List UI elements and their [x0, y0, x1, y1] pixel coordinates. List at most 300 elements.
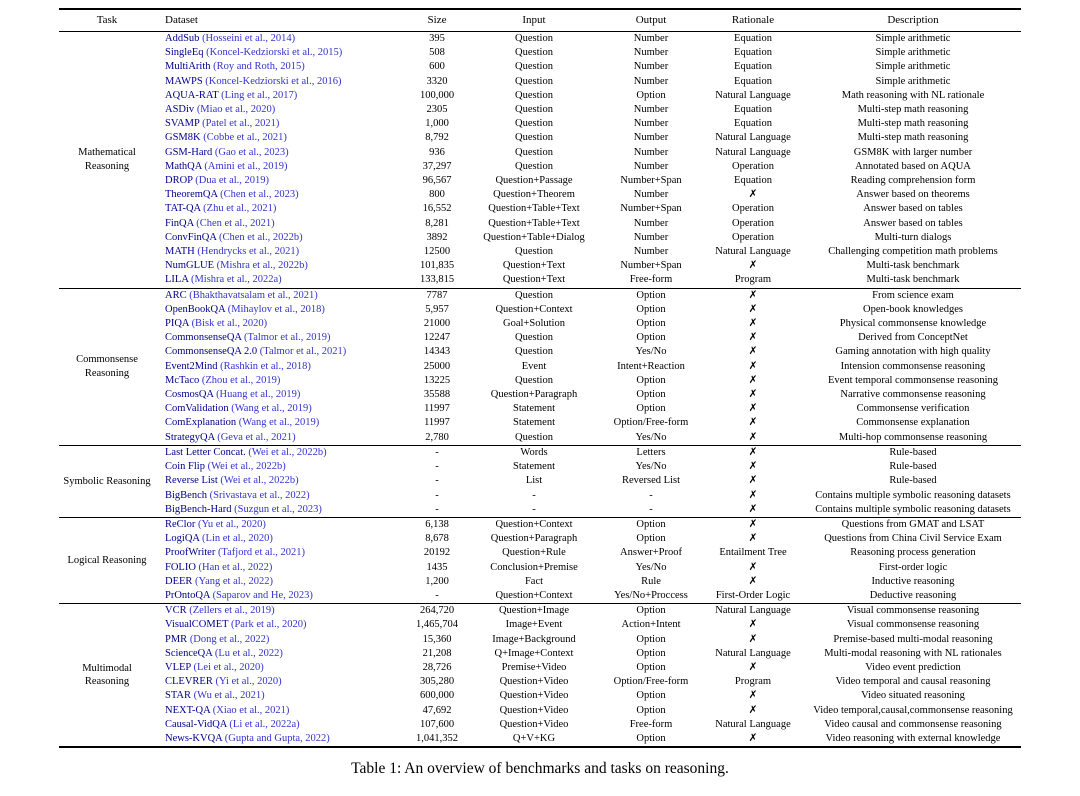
- citation-link[interactable]: (Park et al., 2020): [230, 619, 307, 631]
- cell-input: Question+Context: [495, 589, 573, 601]
- dataset-link[interactable]: MATH: [165, 246, 198, 258]
- table-row: [59, 704, 1021, 718]
- cell-output: Intent+Reaction: [617, 360, 685, 372]
- cell-output: Option: [636, 403, 666, 415]
- cell-dataset: [155, 32, 407, 47]
- citation-link[interactable]: (Koncel-Kedziorski et al., 2016): [205, 75, 342, 87]
- dataset-link[interactable]: SingleEq: [165, 47, 207, 59]
- table-row: [59, 517, 1021, 532]
- table-row: [59, 317, 1021, 331]
- cell-size: -: [435, 461, 439, 473]
- table-header: [59, 9, 1021, 32]
- cell-dataset: [155, 489, 407, 503]
- cell-input: Question: [515, 160, 553, 172]
- cell-description: Questions from China Civil Service Exam: [824, 533, 1002, 545]
- x-mark-icon: ✗: [748, 575, 758, 587]
- citation-link[interactable]: (Zhu et al., 2021): [203, 203, 277, 215]
- cell-size: 508: [429, 47, 445, 59]
- citation-link[interactable]: (Talmor et al., 2019): [244, 332, 331, 344]
- column-header-input: Input: [467, 9, 601, 32]
- citation-link[interactable]: (Dong et al., 2022): [189, 633, 270, 645]
- citation-link[interactable]: (Li et al., 2022a): [229, 718, 300, 730]
- dataset-link[interactable]: LogiQA: [165, 533, 203, 545]
- citation-link[interactable]: (Mishra et al., 2022b): [216, 260, 308, 272]
- table-row: [59, 188, 1021, 202]
- cell-size: 11997: [424, 403, 450, 415]
- cell-rationale: [701, 633, 805, 647]
- cell-description: Video situated reasoning: [861, 690, 965, 702]
- cell-size: 1,465,704: [416, 619, 458, 631]
- cell-rationale: [701, 259, 805, 273]
- cell-output: Action+Intent: [621, 619, 681, 631]
- citation-link[interactable]: (Yang et al., 2022): [195, 575, 274, 587]
- citation-link[interactable]: (Wang et al., 2019): [231, 403, 312, 415]
- cell-size: 11997: [424, 417, 450, 429]
- cell-description: Intension commonsense reasoning: [840, 360, 986, 372]
- dataset-link[interactable]: Last Letter Concat.: [165, 446, 249, 458]
- x-mark-icon: ✗: [748, 489, 758, 501]
- cell-size: 5,957: [425, 303, 449, 315]
- table-row: [59, 474, 1021, 488]
- cell-input: Statement: [513, 403, 555, 415]
- cell-description: Answer based on tables: [863, 217, 963, 229]
- citation-link[interactable]: (Bisk et al., 2020): [191, 318, 268, 330]
- cell-rationale: Natural Language: [715, 146, 791, 158]
- x-mark-icon: ✗: [748, 561, 758, 573]
- dataset-link[interactable]: ProofWriter: [165, 547, 218, 559]
- dataset-link[interactable]: BigBench-Hard: [165, 503, 235, 515]
- cell-rationale: [701, 732, 805, 747]
- citation-link[interactable]: (Huang et al., 2019): [216, 389, 301, 401]
- cell-dataset: [155, 46, 407, 60]
- cell-description: Inductive reasoning: [871, 575, 955, 587]
- cell-dataset: [155, 188, 407, 202]
- table-row: [59, 117, 1021, 131]
- benchmarks-table: [59, 8, 1021, 748]
- cell-rationale: [701, 317, 805, 331]
- cell-dataset: [155, 561, 407, 575]
- table-row: [59, 374, 1021, 388]
- cell-output: Option: [636, 661, 666, 673]
- citation-link[interactable]: (Han et al., 2022): [198, 561, 273, 573]
- cell-rationale: [701, 575, 805, 589]
- cell-rationale: Natural Language: [715, 718, 791, 730]
- table-row: [59, 618, 1021, 632]
- cell-dataset: [155, 317, 407, 331]
- dataset-link[interactable]: TAT-QA: [165, 203, 204, 215]
- dataset-link[interactable]: GSM-Hard: [165, 146, 215, 158]
- cell-input: Question+Theorem: [493, 189, 575, 201]
- table-row: [59, 103, 1021, 117]
- table-body: [59, 32, 1021, 748]
- cell-output: Yes/No: [635, 461, 667, 473]
- table-row: [59, 89, 1021, 103]
- cell-description: First-order logic: [878, 561, 948, 573]
- cell-dataset: [155, 259, 407, 273]
- cell-output: Option/Free-form: [613, 676, 689, 688]
- cell-size: 6,138: [407, 517, 467, 532]
- dataset-link[interactable]: ARC: [165, 289, 190, 301]
- citation-link[interactable]: (Lu et al., 2022): [214, 647, 283, 659]
- cell-output: Number: [633, 246, 669, 258]
- cell-input: Question+Context: [495, 303, 573, 315]
- cell-output: Letters: [601, 445, 701, 460]
- cell-input: Question: [515, 346, 553, 358]
- cell-dataset: [155, 360, 407, 374]
- cell-dataset: [155, 675, 407, 689]
- citation-link[interactable]: (Lin et al., 2020): [202, 533, 273, 545]
- citation-link[interactable]: (Amini et al., 2019): [204, 160, 288, 172]
- cell-dataset: [155, 117, 407, 131]
- cell-input: Question+Video: [499, 704, 569, 716]
- citation-link[interactable]: (Wang et al., 2019): [238, 417, 320, 429]
- cell-rationale: [701, 360, 805, 374]
- dataset-link[interactable]: MultiArith: [165, 61, 214, 73]
- citation-link[interactable]: (Yi et al., 2020): [215, 676, 282, 688]
- cell-input: Conclusion+Premise: [490, 561, 578, 573]
- table-row: [59, 689, 1021, 703]
- citation-link[interactable]: (Koncel-Kedziorski et al., 2015): [206, 47, 343, 59]
- cell-dataset: [155, 217, 407, 231]
- cell-description: Video reasoning with external knowledge: [825, 732, 1001, 744]
- cell-rationale: [701, 445, 805, 460]
- table-row: [59, 131, 1021, 145]
- cell-rationale: Equation: [734, 47, 772, 59]
- cell-dataset: [155, 303, 407, 317]
- cell-input: Question+Table+Dialog: [483, 231, 585, 243]
- citation-link[interactable]: (Wu et al., 2021): [193, 690, 265, 702]
- cell-dataset: [155, 174, 407, 188]
- dataset-link[interactable]: CommonsenseQA: [165, 332, 245, 344]
- cell-output: Yes/No+Proccess: [614, 589, 688, 601]
- table-row: [59, 633, 1021, 647]
- table-row: [59, 46, 1021, 60]
- cell-size: 7787: [407, 288, 467, 303]
- cell-rationale: First-Order Logic: [715, 589, 791, 601]
- citation-link[interactable]: (Lei et al., 2020): [193, 661, 264, 673]
- dataset-link[interactable]: LILA: [165, 274, 191, 286]
- cell-dataset: [155, 60, 407, 74]
- dataset-link[interactable]: ComExplanation: [165, 417, 239, 429]
- table-row: [59, 575, 1021, 589]
- cell-output: Option: [636, 303, 666, 315]
- cell-input: Image+Event: [505, 619, 563, 631]
- citation-link[interactable]: (Rashkin et al., 2018): [220, 360, 311, 372]
- table-row: [59, 431, 1021, 446]
- cell-description: Answer based on tables: [863, 203, 963, 215]
- dataset-link[interactable]: McTaco: [165, 374, 202, 386]
- cell-description: Visual commonsense reasoning: [805, 604, 1021, 619]
- dataset-link[interactable]: SVAMP: [165, 118, 203, 130]
- cell-dataset: [155, 647, 407, 661]
- dataset-link[interactable]: DROP: [165, 175, 196, 187]
- cell-dataset: [155, 160, 407, 174]
- cell-output: Number: [633, 33, 669, 44]
- dataset-link[interactable]: CosmosQA: [165, 389, 217, 401]
- citation-link[interactable]: (Suzgun et al., 2023): [234, 503, 322, 515]
- citation-link[interactable]: (Patel et al., 2021): [202, 118, 280, 130]
- dataset-link[interactable]: FOLIO: [165, 561, 199, 573]
- cell-size: 1,041,352: [416, 732, 458, 744]
- cell-input: Question: [515, 246, 553, 258]
- citation-link[interactable]: (Cobbe et al., 2021): [203, 132, 287, 144]
- cell-output: Number: [633, 104, 669, 116]
- cell-rationale: [701, 374, 805, 388]
- cell-dataset: [155, 75, 407, 89]
- citation-link[interactable]: (Gupta and Gupta, 2022): [224, 732, 330, 744]
- cell-output: Option: [636, 704, 666, 716]
- cell-input: Statement: [513, 417, 555, 429]
- cell-description: Simple arithmetic: [875, 75, 951, 87]
- table-row: [59, 273, 1021, 288]
- dataset-link[interactable]: PrOntoQA: [165, 589, 213, 601]
- cell-size: 16,552: [422, 203, 452, 215]
- dataset-link[interactable]: CLEVRER: [165, 676, 216, 688]
- cell-input: -: [532, 503, 536, 515]
- citation-link[interactable]: (Wei et al., 2022b): [220, 475, 299, 487]
- cell-rationale: [701, 661, 805, 675]
- cell-dataset: [155, 231, 407, 245]
- dataset-link[interactable]: ReClor: [165, 518, 198, 530]
- cell-dataset: [155, 345, 407, 359]
- cell-dataset: [155, 474, 407, 488]
- cell-size: 133,815: [419, 274, 455, 286]
- task-label: Logical Reasoning: [59, 517, 155, 603]
- cell-size: 8,281: [425, 217, 449, 229]
- dataset-link[interactable]: StrategyQA: [165, 431, 218, 443]
- cell-size: 2,780: [425, 431, 449, 443]
- dataset-link[interactable]: AQUA-RAT: [165, 89, 222, 101]
- table-row: [59, 345, 1021, 359]
- x-mark-icon: ✗: [748, 475, 758, 487]
- cell-description: Multi-step math reasoning: [857, 104, 969, 116]
- table-row: [59, 546, 1021, 560]
- table-row: [59, 331, 1021, 345]
- table-row: [59, 460, 1021, 474]
- cell-input: Question: [467, 288, 601, 303]
- citation-link[interactable]: (Zellers et al., 2019): [189, 605, 275, 617]
- x-mark-icon: ✗: [748, 318, 758, 330]
- cell-rationale: [701, 532, 805, 546]
- cell-input: Question+Passage: [495, 175, 573, 187]
- dataset-link[interactable]: OpenBookQA: [165, 303, 228, 315]
- citation-link[interactable]: (Wei et al., 2022b): [248, 446, 327, 458]
- cell-output: Option/Free-form: [613, 417, 689, 429]
- cell-description: Event temporal commonsense reasoning: [828, 374, 998, 386]
- cell-output: Number: [633, 47, 669, 59]
- cell-description: Contains multiple symbolic reasoning datasets: [815, 503, 1011, 515]
- cell-output: Option: [636, 332, 666, 344]
- cell-description: Answer based on theorems: [856, 189, 970, 201]
- cell-dataset: [155, 331, 407, 345]
- citation-link[interactable]: (Talmor et al., 2021): [259, 346, 347, 358]
- cell-output: Option: [601, 288, 701, 303]
- dataset-link[interactable]: Coin Flip: [165, 461, 208, 473]
- cell-dataset: [155, 575, 407, 589]
- citation-link[interactable]: (Roy and Roth, 2015): [213, 61, 305, 73]
- dataset-link[interactable]: CommonsenseQA 2.0: [165, 346, 260, 358]
- cell-dataset: [155, 532, 407, 546]
- cell-dataset: [155, 445, 407, 460]
- cell-output: Option: [636, 633, 666, 645]
- dataset-link[interactable]: ScienceQA: [165, 647, 215, 659]
- dataset-link[interactable]: FinQA: [165, 217, 197, 229]
- cell-rationale: [701, 618, 805, 632]
- table-row: [59, 589, 1021, 604]
- x-mark-icon: ✗: [748, 732, 758, 744]
- x-mark-icon: ✗: [748, 346, 758, 358]
- task-label: Symbolic Reasoning: [59, 445, 155, 517]
- cell-rationale: [701, 489, 805, 503]
- cell-output: Number: [633, 75, 669, 87]
- cell-input: Statement: [513, 461, 555, 473]
- dataset-link[interactable]: MAWPS: [165, 75, 206, 87]
- citation-link[interactable]: (Zhou et al., 2019): [201, 374, 281, 386]
- citation-link[interactable]: (Geva et al., 2021): [217, 431, 296, 443]
- table-row: [59, 259, 1021, 273]
- cell-size: 1435: [426, 561, 448, 573]
- citation-link[interactable]: (Dua et al., 2019): [195, 175, 270, 187]
- cell-size: 12500: [423, 246, 451, 258]
- citation-link[interactable]: (Chen et al., 2021): [196, 217, 275, 229]
- table-row: [59, 445, 1021, 460]
- dataset-link[interactable]: AddSub: [165, 33, 203, 44]
- cell-description: Deductive reasoning: [869, 589, 957, 601]
- cell-dataset: [155, 661, 407, 675]
- dataset-link[interactable]: VCR: [165, 605, 190, 617]
- cell-dataset: [155, 245, 407, 259]
- cell-dataset: [155, 460, 407, 474]
- cell-size: 47,692: [422, 704, 452, 716]
- cell-output: Number: [633, 118, 669, 130]
- dataset-link[interactable]: VisualCOMET: [165, 619, 231, 631]
- dataset-link[interactable]: DEER: [165, 575, 196, 587]
- cell-description: Annotated based on AQUA: [855, 160, 971, 172]
- cell-description: Premise-based multi-modal reasoning: [833, 633, 993, 645]
- cell-input: Question+Paragraph: [490, 533, 578, 545]
- dataset-link[interactable]: VLEP: [165, 661, 194, 673]
- citation-link[interactable]: (Chen et al., 2022b): [218, 231, 303, 243]
- cell-input: Fact: [524, 575, 544, 587]
- cell-output: Option: [636, 374, 666, 386]
- dataset-link[interactable]: BigBench: [165, 489, 210, 501]
- citation-link[interactable]: (Srivastava et al., 2022): [209, 489, 310, 501]
- cell-dataset: [155, 202, 407, 216]
- citation-link[interactable]: (Wei et al., 2022b): [207, 461, 286, 473]
- dataset-link[interactable]: Event2Mind: [165, 360, 221, 372]
- table-row: [59, 388, 1021, 402]
- cell-input: Words: [467, 445, 601, 460]
- dataset-link[interactable]: TheoremQA: [165, 189, 221, 201]
- dataset-link[interactable]: ComValidation: [165, 403, 232, 415]
- cell-size: 8,792: [425, 132, 449, 144]
- table-row: [59, 174, 1021, 188]
- citation-link[interactable]: (Mihaylov et al., 2018): [227, 303, 325, 315]
- citation-link[interactable]: (Gao et al., 2023): [214, 146, 289, 158]
- dataset-link[interactable]: ConvFinQA: [165, 231, 219, 243]
- dataset-link[interactable]: PIQA: [165, 318, 192, 330]
- dataset-link[interactable]: PMR: [165, 633, 190, 645]
- citation-link[interactable]: (Bhakthavatsalam et al., 2021): [189, 289, 318, 301]
- table-row: [59, 532, 1021, 546]
- cell-rationale: Equation: [734, 104, 772, 116]
- cell-size: 600,000: [419, 690, 455, 702]
- citation-link[interactable]: (Yu et al., 2020): [197, 518, 266, 530]
- cell-output: Reversed List: [621, 475, 681, 487]
- column-header-description: Description: [805, 9, 1021, 32]
- citation-link[interactable]: (Hosseini et al., 2014): [202, 33, 296, 44]
- dataset-link[interactable]: NumGLUE: [165, 260, 217, 272]
- cell-rationale: [701, 402, 805, 416]
- cell-size: -: [435, 503, 439, 515]
- dataset-link[interactable]: MathQA: [165, 160, 205, 172]
- cell-input: Image+Background: [492, 633, 576, 645]
- dataset-link[interactable]: Reverse List: [165, 475, 221, 487]
- cell-description: Narrative commonsense reasoning: [840, 389, 986, 401]
- citation-link[interactable]: (Hendrycks et al., 2021): [197, 246, 300, 258]
- dataset-link[interactable]: ASDiv: [165, 104, 197, 116]
- citation-link[interactable]: (Xiao et al., 2021): [212, 704, 290, 716]
- x-mark-icon: ✗: [748, 417, 758, 429]
- dataset-link[interactable]: GSM8K: [165, 132, 204, 144]
- cell-size: 8,678: [425, 533, 449, 545]
- dataset-link[interactable]: NEXT-QA: [165, 704, 213, 716]
- cell-input: Question+Table+Text: [488, 217, 580, 229]
- cell-description: Physical commonsense knowledge: [839, 318, 987, 330]
- cell-dataset: [155, 402, 407, 416]
- cell-description: Video temporal,causal,commonsense reasoning: [813, 704, 1013, 716]
- cell-input: Q+Image+Context: [494, 647, 574, 659]
- cell-rationale: Entailment Tree: [719, 547, 787, 559]
- dataset-link[interactable]: STAR: [165, 690, 194, 702]
- cell-description: From science exam: [805, 288, 1021, 303]
- cell-size: 96,567: [422, 175, 452, 187]
- cell-dataset: [155, 503, 407, 518]
- x-mark-icon: ✗: [748, 690, 758, 702]
- citation-link[interactable]: (Mishra et al., 2022a): [190, 274, 282, 286]
- citation-link[interactable]: (Saparov and He, 2023): [212, 589, 313, 601]
- citation-link[interactable]: (Chen et al., 2023): [220, 189, 299, 201]
- cell-output: Option: [636, 690, 666, 702]
- cell-description: Derived from ConceptNet: [858, 332, 968, 344]
- dataset-link[interactable]: News-KVQA: [165, 732, 225, 744]
- cell-output: Free-form: [629, 274, 673, 286]
- table-row: [59, 160, 1021, 174]
- citation-link[interactable]: (Ling et al., 2017): [221, 89, 298, 101]
- x-mark-icon: ✗: [748, 189, 758, 201]
- cell-size: 395: [429, 33, 445, 44]
- cell-input: Question+Rule: [502, 547, 566, 559]
- cell-size: 3320: [426, 75, 448, 87]
- cell-output: Number: [633, 217, 669, 229]
- cell-input: Question+Image: [467, 604, 601, 619]
- cell-input: -: [532, 489, 536, 501]
- citation-link[interactable]: (Miao et al., 2020): [196, 104, 276, 116]
- cell-size: 3892: [426, 231, 448, 243]
- cell-description: Questions from GMAT and LSAT: [805, 517, 1021, 532]
- dataset-link[interactable]: Causal-VidQA: [165, 718, 230, 730]
- x-mark-icon: ✗: [748, 403, 758, 415]
- cell-rationale: Natural Language: [715, 132, 791, 144]
- cell-description: Reading comprehension form: [850, 175, 976, 187]
- citation-link[interactable]: (Tafjord et al., 2021): [217, 547, 305, 559]
- cell-output: Rule: [641, 575, 661, 587]
- cell-output: Option: [601, 517, 701, 532]
- cell-description: Open-book knowledges: [862, 303, 964, 315]
- cell-size: 12247: [423, 332, 451, 344]
- x-mark-icon: ✗: [748, 619, 758, 631]
- cell-rationale: [701, 460, 805, 474]
